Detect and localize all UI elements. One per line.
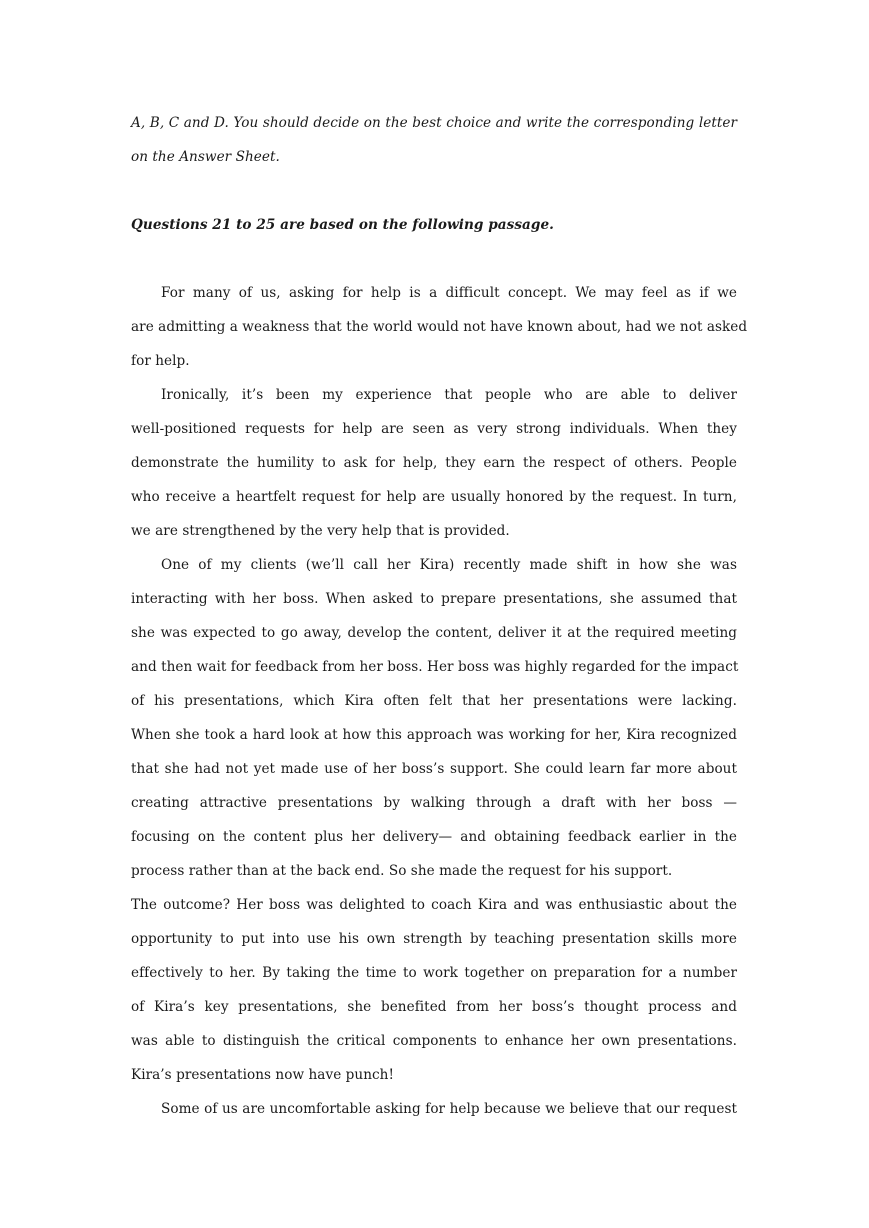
instructions-line-1: A, B, C and D. You should decide on the best choice and write the corresponding letter bbox=[131, 115, 737, 131]
instructions-line-2: on the Answer Sheet. bbox=[131, 149, 280, 165]
document-content bbox=[131, 106, 748, 1126]
paragraph-5 bbox=[131, 1092, 737, 1126]
passage-line: and then wait for feedback from her boss. Her boss was highly regarded for the impact bbox=[131, 659, 739, 675]
passage-line: we are strengthened by the very help that is provided. bbox=[131, 523, 510, 539]
passage-line: for help. bbox=[131, 353, 190, 369]
paragraph-3 bbox=[131, 548, 737, 888]
passage-line: effectively to her. By taking the time to work together on preparation for a number bbox=[131, 965, 737, 981]
passage-line: Kira’s presentations now have punch! bbox=[131, 1067, 395, 1083]
passage-line: interacting with her boss. When asked to prepare presentations, she assumed that bbox=[131, 591, 737, 607]
passage-line: Ironically, it’s been my experience that people who are able to deliver bbox=[161, 387, 737, 403]
passage-line: that she had not yet made use of her boss’s support. She could learn far more about bbox=[131, 761, 737, 777]
paragraph-1 bbox=[131, 276, 748, 378]
section-heading: Questions 21 to 25 are based on the following passage. bbox=[131, 217, 554, 233]
passage-line: One of my clients (we’ll call her Kira) recently made shift in how she was bbox=[161, 557, 737, 573]
paragraph-4 bbox=[131, 888, 737, 1092]
passage-line: of Kira’s key presentations, she benefited from her boss’s thought process and bbox=[131, 999, 737, 1015]
passage-line: well-positioned requests for help are seen as very strong individuals. When they bbox=[131, 421, 737, 437]
passage-line: opportunity to put into use his own strength by teaching presentation skills more bbox=[131, 931, 737, 947]
passage-line: was able to distinguish the critical components to enhance her own presentations. bbox=[131, 1033, 737, 1049]
passage-line: When she took a hard look at how this approach was working for her, Kira recognized bbox=[131, 727, 737, 743]
passage-line: creating attractive presentations by walking through a draft with her boss — bbox=[131, 795, 737, 811]
passage-line: who receive a heartfelt request for help are usually honored by the request. In turn, bbox=[131, 489, 737, 505]
passage-line: The outcome? Her boss was delighted to coach Kira and was enthusiastic about the bbox=[131, 897, 737, 913]
spacer bbox=[131, 242, 737, 276]
paragraph-2 bbox=[131, 378, 737, 548]
passage-line: demonstrate the humility to ask for help, they earn the respect of others. People bbox=[131, 455, 737, 471]
passage-line: process rather than at the back end. So she made the request for his support. bbox=[131, 863, 673, 879]
passage-line: she was expected to go away, develop the content, deliver it at the required meeting bbox=[131, 625, 737, 641]
passage-line: Some of us are uncomfortable asking for help because we believe that our request bbox=[161, 1101, 737, 1117]
passage-line: are admitting a weakness that the world would not have known about, had we not asked bbox=[131, 319, 748, 335]
passage-line: For many of us, asking for help is a difficult concept. We may feel as if we bbox=[161, 285, 737, 301]
passage-line: focusing on the content plus her delivery— and obtaining feedback earlier in the bbox=[131, 829, 737, 845]
spacer bbox=[131, 174, 737, 208]
passage-line: of his presentations, which Kira often felt that her presentations were lacking. bbox=[131, 693, 737, 709]
